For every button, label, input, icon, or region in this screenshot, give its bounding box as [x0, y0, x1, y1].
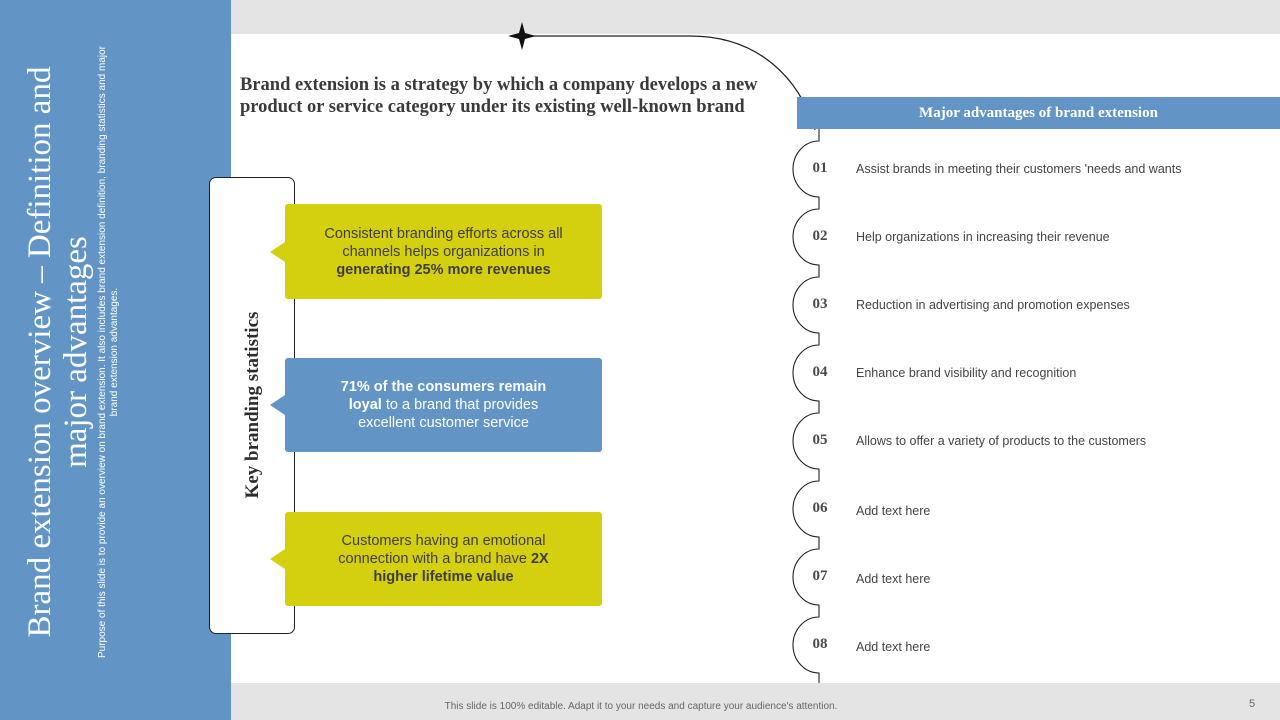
headline: Brand extension is a strategy by which a company develops a new product or service category under its existing well-known brand — [240, 75, 758, 117]
advantage-text: Allows to offer a variety of products to the customers — [856, 434, 1147, 448]
advantage-text: Add text here — [856, 640, 931, 654]
advantage-number: 02 — [812, 228, 828, 244]
advantage-number: 01 — [812, 160, 828, 176]
advantage-text: Help organizations in increasing their revenue — [856, 230, 1110, 244]
footer-note: This slide is 100% editable. Adapt it to your needs and capture your audience's attention. — [444, 701, 838, 712]
advantage-number: 04 — [812, 364, 828, 380]
stat-box-loyalty — [285, 358, 602, 452]
top-band — [231, 0, 1280, 34]
advantage-text: Assist brands in meeting their customers 'needs and wants — [856, 162, 1182, 176]
advantage-number: 07 — [812, 568, 828, 584]
advantage-text: Enhance brand visibility and recognition — [856, 366, 1077, 380]
page-number: 5 — [1249, 698, 1256, 710]
stat-highlight: generating 25% more revenues — [336, 261, 551, 278]
scalloped-divider — [793, 129, 819, 683]
stat-box-lifetime-value — [285, 512, 602, 606]
stat-text: Customers having an emotional connection with a brand have — [338, 533, 546, 567]
title-sidebar — [0, 0, 231, 720]
slide-title: Brand extension overview – Definition and major advantages — [22, 66, 94, 638]
stat-text: Consistent branding efforts across all channels helps organizations in — [324, 225, 563, 260]
advantage-number: 05 — [812, 432, 828, 448]
stats-label: Key branding statistics — [242, 311, 263, 499]
stat-highlight: 71% of the consumers remain loyal — [340, 379, 547, 413]
advantage-number: 03 — [812, 296, 828, 312]
stat-text: to a brand that provides excellent customer service — [358, 397, 539, 431]
stat-box-revenue — [285, 204, 602, 299]
advantage-number: 08 — [812, 636, 828, 652]
advantage-text: Add text here — [856, 572, 931, 586]
advantage-number: 06 — [812, 500, 828, 516]
advantage-text: Reduction in advertising and promotion expenses — [856, 298, 1130, 312]
stat-highlight: 2X higher lifetime value — [373, 551, 549, 585]
advantages-header: Major advantages of brand extension — [797, 97, 1280, 129]
advantage-text: Add text here — [856, 504, 931, 518]
slide-description: Purpose of this slide is to provide an overview on brand extension. It also includes brand extension definition, branding statistics and major brand extension advantages. — [97, 45, 120, 659]
